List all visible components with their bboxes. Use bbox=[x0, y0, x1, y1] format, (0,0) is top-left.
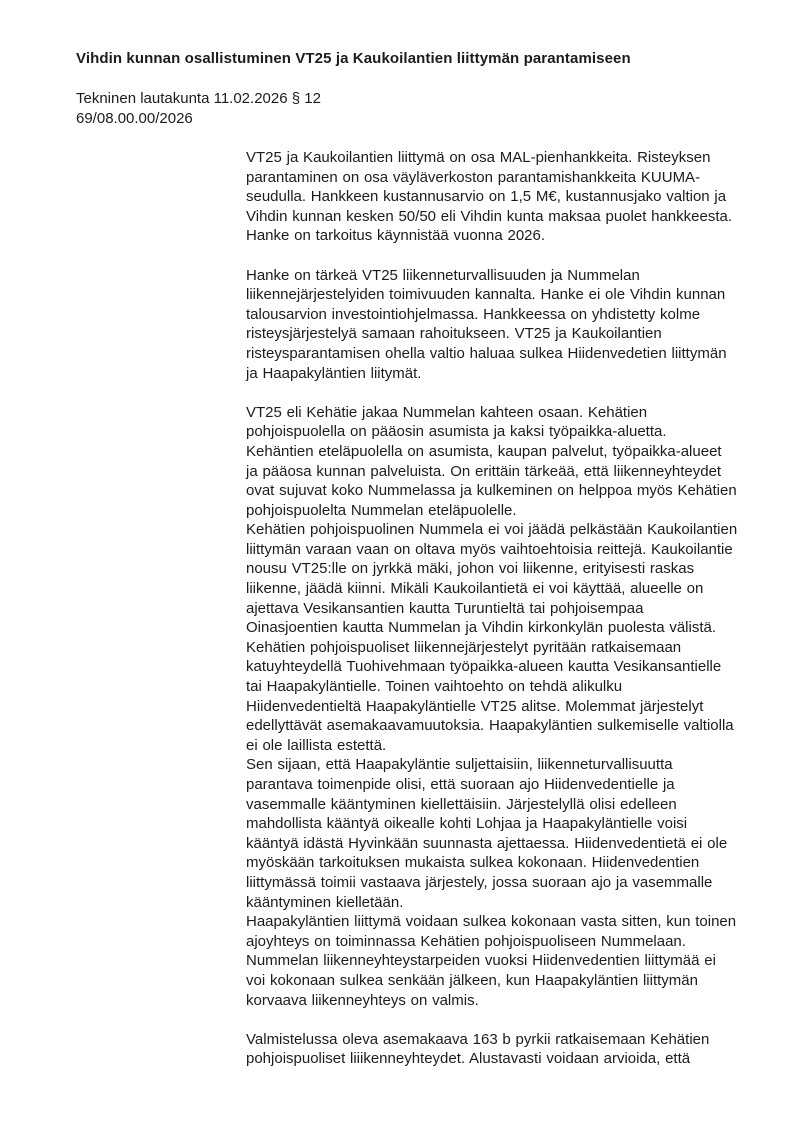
body-block bbox=[246, 266, 738, 384]
body-paragraph: Hanke on tärkeä VT25 liikenneturvallisuuden ja Nummelan liikennejärjestelyiden toimivuuden kannalta. Hanke ei ole Vihdin kunnan talousarvion investointiohjelmassa. Hankkeessa on yhdistetty kolme risteysjärjestelyä samaan rahoitukseen. VT25 ja Kaukoilantien risteysparantamisen ohella valtio haluaa sulkea Hiidenvedetien liittymän ja Haapakyläntien liitymät. bbox=[246, 266, 727, 382]
document-meta bbox=[76, 89, 556, 128]
body-paragraph: Nummelan liikenneyhteystarpeiden vuoksi Hiidenvedentien liittymää ei voi kokonaan sulkea senkään jälkeen, kun Haapakyläntien liittymän korvaava liikenneyhteys on valmis. bbox=[246, 952, 716, 1009]
body-paragraph: Kehätien pohjoispuolinen Nummela ei voi jäädä pelkästään Kaukoilantien liittymän varaan vaan on oltava myös vaihtoehtoisia reittejä. Kaukoilantie nousu VT25:lle on jyrkkä mäki, johon voi liikenne, erityisesti raskas liikenne, jäädä kiinni. Mikäli Kaukoilantietä ei voi käyttää, alueelle on ajettava Vesikansantien kautta Turuntieltä tai pohjoisempaa Oinasjoentien kautta Nummelan ja Vihdin kirkonkylän puolesta välistä. bbox=[246, 521, 738, 637]
document-body bbox=[246, 148, 738, 1089]
body-paragraph: VT25 ja Kaukoilantien liittymä on osa MAL-pienhankkeita. Risteyksen parantaminen on osa väyläverkoston parantamishankkeita KUUMA-seudulla. Hankkeen kustannusarvio on 1,5 M€, kustannusjako valtion ja Vihdin kunnan kesken 50/50 eli Vihdin kunta maksaa puolet hankkeesta. Hanke on tarkoitus käynnistää vuonna 2026. bbox=[246, 149, 733, 245]
body-paragraph: Sen sijaan, että Haapakyläntie suljettaisiin, liikenneturvallisuutta parantava toimenpide olisi, että suoraan ajo Hiidenvedentielle ja vasemmalle kääntyminen kiellettäisiin. Järjestelyllä olisi edelleen mahdollista kääntyä oikealle kohti Lohjaa ja Haapakyläntielle voisi kääntyä idästä Hyvinkään suunnasta ajettaessa. Hiidenvedentietä ei ole myöskään tarkoituksen mukaista sulkea kokonaan. Hiidenvedentien liittymässä toimii vastaava järjestely, jossa suoraan ajo ja vasemmalle kääntyminen kielletään. bbox=[246, 756, 728, 911]
body-paragraph: Kehätien pohjoispuoliset liikennejärjestelyt pyritään ratkaisemaan katuyhteydellä Tuohivehmaan työpaikka-alueen kautta Vesikansantielle tai Haapakyläntielle. Toinen vaihtoehto on tehdä alikulku Hiidenvedentieltä Haapakyläntielle VT25 alitse. Molemmat järjestelyt edellyttävät asemakaavamuutoksia. Haapakyläntien sulkemiselle valtiolla ei ole laillista estettä. bbox=[246, 638, 734, 754]
body-paragraph: Haapakyläntien liittymä voidaan sulkea kokonaan vasta sitten, kun toinen ajoyhteys on toiminnassa Kehätien pohjoispuoliseen Nummelaan. bbox=[246, 913, 737, 950]
document-title: Vihdin kunnan osallistuminen VT25 ja Kaukoilantien liittymän parantamiseen bbox=[76, 50, 631, 67]
body-block bbox=[246, 403, 738, 1010]
body-block bbox=[246, 1030, 738, 1069]
body-block bbox=[246, 148, 738, 246]
body-paragraph: Valmistelussa oleva asemakaava 163 b pyrkii ratkaisemaan Kehätien pohjoispuoliset liiikenneyhteydet. Alustavasti voidaan arvioida, että bbox=[246, 1030, 710, 1068]
diary-number: 69/08.00.00/2026 bbox=[76, 109, 193, 127]
committee-date-line: Tekninen lautakunta 11.02.2026 § 12 bbox=[76, 90, 321, 107]
body-paragraph: VT25 eli Kehätie jakaa Nummelan kahteen osaan. Kehätien pohjoispuolella on pääosin asumista ja kaksi työpaikka-aluetta. Kehäntien eteläpuolella on asumista, kaupan palvelut, työpaikka-alueet ja pääosa kunnan palveluista. On erittäin tärkeää, että liikenneyhteydet ovat sujuvat koko Nummelassa ja kulkeminen on helppoa myös Kehätien pohjoispuolelta Nummelan eteläpuolelle. bbox=[246, 403, 737, 519]
